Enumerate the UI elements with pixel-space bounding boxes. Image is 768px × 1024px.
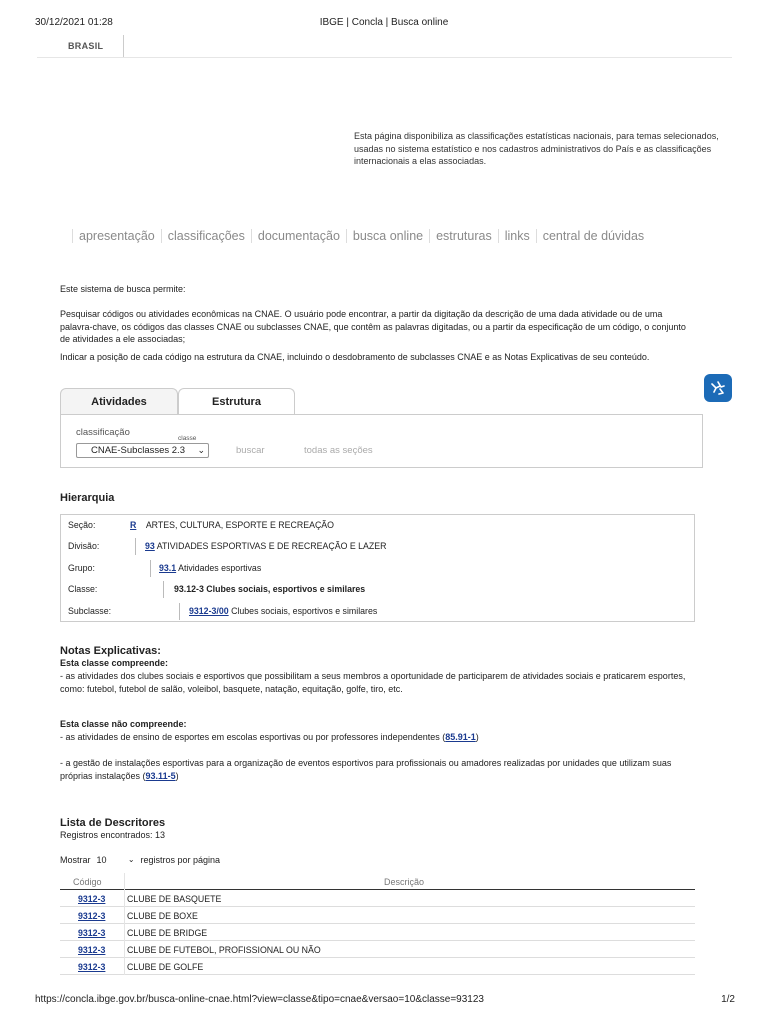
todas-secoes-button[interactable]: todas as seções (304, 445, 373, 456)
paren-close: ) (175, 770, 179, 781)
column-divider (124, 941, 125, 958)
grupo-code-link[interactable]: 93.1 (159, 563, 177, 573)
table-row (60, 958, 695, 975)
secao-code-link[interactable]: R (130, 520, 137, 530)
intro-paragraph-3: Indicar a posição de cada código na estrutura da CNAE, incluindo o desdobramento de subclasses CNAE e as Notas Explicativas de seu conteúdo. (60, 352, 650, 362)
row-code-link[interactable]: 9312-3 (78, 894, 106, 904)
col-descricao-header[interactable]: Descrição (384, 877, 425, 887)
table-row (60, 924, 695, 941)
brasil-link[interactable]: BRASIL (68, 41, 104, 51)
print-url: https://concla.ibge.gov.br/busca-online-cnae.html?view=classe&tipo=cnae&versao=10&classe=93123 (35, 994, 484, 1005)
divisao-code-link[interactable]: 93 (145, 541, 155, 551)
nao-compreende-item-1-text: - as atividades de ensino de esportes em escolas esportivas ou por professores independentes ( (60, 732, 446, 742)
secao-text: ARTES, CULTURA, ESPORTE E RECREAÇÃO (145, 520, 335, 530)
hierarquia-row-divisao (61, 536, 694, 557)
nav-central-de-duvidas[interactable]: central de dúvidas (536, 229, 650, 243)
print-page-number: 1/2 (721, 994, 735, 1005)
table-row (60, 941, 695, 958)
hierarquia-row-secao (61, 515, 694, 536)
nav-estruturas[interactable]: estruturas (429, 229, 498, 243)
nav-classificacoes[interactable]: classificações (161, 229, 251, 243)
column-divider (124, 958, 125, 975)
tree-line (135, 538, 136, 555)
nav-apresentacao[interactable]: apresentação (72, 229, 161, 243)
tree-line (179, 603, 180, 620)
brasil-bar (37, 35, 732, 58)
page-size-select[interactable] (97, 855, 137, 865)
grupo-label: Grupo: (68, 563, 95, 573)
row-description: CLUBE DE GOLFE (127, 962, 204, 972)
col-codigo-header[interactable]: Código (73, 877, 102, 887)
tab-estrutura[interactable]: Estrutura (178, 388, 295, 415)
divisao-text: ATIVIDADES ESPORTIVAS E DE RECREAÇÃO E LAZER (156, 541, 387, 551)
tab-atividades[interactable]: Atividades (60, 388, 178, 415)
hierarquia-row-subclasse (61, 601, 694, 622)
nav-links[interactable]: links (498, 229, 536, 243)
classe-label: classe (178, 435, 197, 442)
intro-paragraph-1: Este sistema de busca permite: (60, 284, 186, 294)
buscar-button[interactable]: buscar (236, 445, 265, 456)
table-row (60, 890, 695, 907)
subclasse-text: Clubes sociais, esportivos e similares (231, 606, 378, 616)
nao-compreende-title: Esta classe não compreende: (60, 719, 187, 729)
column-divider (124, 890, 125, 907)
tree-line (163, 581, 164, 598)
tab-panel (60, 414, 703, 468)
row-code-link[interactable]: 9312-3 (78, 962, 106, 972)
por-pagina-label: registros por página (140, 855, 221, 865)
lista-descritores-title: Lista de Descritores (60, 817, 166, 829)
classe-text: 93.12-3 Clubes sociais, esportivos e similares (174, 584, 366, 594)
nao-compreende-item-1 (60, 731, 697, 744)
code-link-85-91-1[interactable]: 85.91-1 (445, 732, 476, 742)
main-nav (72, 228, 650, 244)
registros-count: Registros encontrados: 13 (60, 830, 166, 840)
column-divider (124, 873, 125, 890)
grupo-text: Atividades esportivas (178, 563, 262, 573)
classificacao-select[interactable] (76, 443, 209, 458)
mostrar-label: Mostrar (60, 855, 91, 865)
brasil-separator (123, 35, 124, 57)
table-row (60, 907, 695, 924)
print-title: IBGE | Concla | Busca online (319, 17, 449, 28)
code-link-93-11-5[interactable]: 93.11-5 (145, 770, 176, 781)
sign-language-icon[interactable] (704, 374, 732, 402)
hierarquia-box (60, 514, 695, 622)
nao-compreende-item-2 (60, 757, 697, 782)
search-tabs (60, 388, 703, 468)
subclasse-code-link[interactable]: 9312-3/00 (189, 606, 229, 616)
intro-paragraph-2: Pesquisar códigos ou atividades econômicas na CNAE. O usuário pode encontrar, a partir da digitação da descrição de uma dada atividade ou de uma palavra-chave, os códigos das classes CNAE ou subclasses CNAE, que contêm as palavras digitadas, ou a partir da especificação de um código, o conjunto de atividades a ele associadas; (60, 309, 686, 344)
compreende-title: Esta classe compreende: (60, 658, 169, 668)
site-description: Esta página disponibiliza as classificações estatísticas nacionais, para temas selecionados, usadas no sistema estatístico e nos cadastros administrativos do País e as classificações internacionais a elas associadas. (354, 131, 719, 166)
hierarquia-title: Hierarquia (60, 492, 115, 504)
nav-documentacao[interactable]: documentação (251, 229, 346, 243)
page-size-value: 10 (96, 855, 107, 865)
row-description: CLUBE DE FUTEBOL, PROFISSIONAL OU NÃO (127, 945, 321, 955)
chevron-down-icon: ⌄ (197, 445, 205, 455)
row-description: CLUBE DE BASQUETE (127, 894, 222, 904)
secao-label: Seção: (68, 520, 96, 530)
paren-close: ) (475, 732, 479, 742)
row-description: CLUBE DE BOXE (127, 911, 198, 921)
subclasse-label: Subclasse: (68, 606, 112, 616)
column-divider (124, 924, 125, 941)
classificacao-label: classificação (76, 427, 130, 438)
row-code-link[interactable]: 9312-3 (78, 945, 106, 955)
descritores-table (60, 873, 695, 975)
table-header (60, 873, 695, 890)
hierarquia-row-grupo (61, 558, 694, 579)
nao-compreende-item-2-text: - a gestão de instalações esportivas para a organização de eventos esportivos para profissionais ou amadores realizadas por unidades que utilizam suas próprias instalações ( (60, 758, 672, 781)
page-size-control (60, 855, 220, 865)
classe-label-row: Classe: (68, 584, 98, 594)
nav-busca-online[interactable]: busca online (346, 229, 429, 243)
row-description: CLUBE DE BRIDGE (127, 928, 208, 938)
notas-explicativas-title: Notas Explicativas: (60, 645, 161, 657)
tree-line (150, 560, 151, 577)
print-date: 30/12/2021 01:28 (35, 17, 113, 28)
classificacao-select-value: CNAE-Subclasses 2.3 (91, 445, 185, 456)
column-divider (124, 907, 125, 924)
divisao-label: Divisão: (68, 541, 100, 551)
hierarquia-row-classe (61, 579, 694, 600)
row-code-link[interactable]: 9312-3 (78, 911, 106, 921)
row-code-link[interactable]: 9312-3 (78, 928, 106, 938)
compreende-text: - as atividades dos clubes sociais e esportivos que possibilitam a seus membros a oportunidade de participarem de atividades sociais e praticarem esportes, como: futebol, futebol de salão, voleibol, basquete, natação, equitação, golfe, tiro, etc. (60, 671, 686, 694)
chevron-down-icon: ⌄ (127, 855, 135, 864)
